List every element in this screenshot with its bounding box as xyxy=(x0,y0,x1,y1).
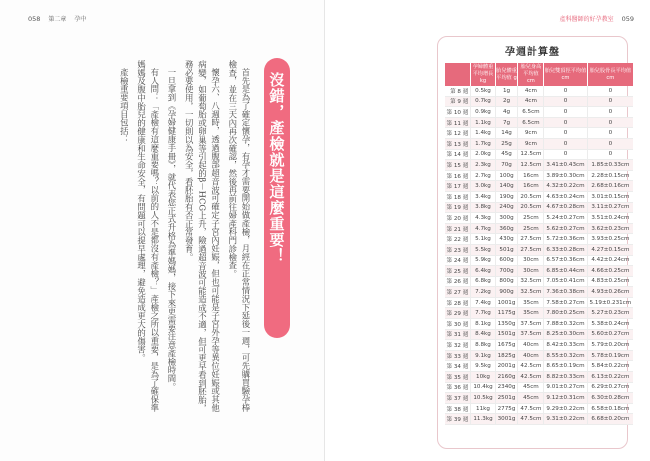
table-row xyxy=(445,382,634,393)
column-header: 孕婦體重平均增長 kg xyxy=(472,64,494,84)
value-cell: 10.5kg xyxy=(471,393,495,404)
paragraph: 懷孕六、八週時，透過腹部超音波可確定子宮內妊娠，但也可能是子宮外孕等異位妊娠或其他病變，如葡萄胎或卵巢等引起的β－HCG上升，險過超音波可能造成不適，但可更早看到胚胎，務必要使用，一切則以為安全，看胚胎有否正常發育。 xyxy=(184,60,221,413)
week-cell: 第 24 週 xyxy=(445,255,471,266)
week-cell: 第 10 週 xyxy=(445,107,471,118)
value-cell: 7.4kg xyxy=(471,297,495,308)
table-row xyxy=(445,96,634,107)
value-cell: 0.9kg xyxy=(471,107,495,118)
value-cell: 0 xyxy=(587,138,633,149)
value-cell: 3.93±0.25cm xyxy=(587,234,633,245)
pregnancy-week-table xyxy=(444,63,633,425)
table-title: 孕週計算盤 xyxy=(505,47,560,58)
value-cell: 0 xyxy=(587,96,633,107)
value-cell: 3.41±0.43cm xyxy=(544,160,587,171)
week-cell: 第 32 週 xyxy=(445,340,471,351)
value-cell: 8.65±0.19cm xyxy=(544,361,587,372)
book-title: 產科醫師的好孕教室 xyxy=(559,16,614,23)
value-cell: 1.7kg xyxy=(471,138,495,149)
value-cell: 3.8kg xyxy=(471,202,495,213)
value-cell: 5.19±0.231cm xyxy=(587,297,633,308)
value-cell: 32.5cm xyxy=(518,287,544,298)
value-cell: 7.36±0.38cm xyxy=(544,287,587,298)
value-cell: 3.01±0.15cm xyxy=(587,191,633,202)
table-row xyxy=(445,202,634,213)
week-cell: 第 9 週 xyxy=(445,96,471,107)
week-cell: 第 22 週 xyxy=(445,234,471,245)
value-cell: 32.5cm xyxy=(518,276,544,287)
value-cell: 0 xyxy=(544,117,587,128)
value-cell: 7.2kg xyxy=(471,287,495,298)
value-cell: 3.0kg xyxy=(471,181,495,192)
value-cell: 3.4kg xyxy=(471,191,495,202)
table-row xyxy=(445,393,634,404)
table-row xyxy=(445,213,634,224)
value-cell: 9.01±0.27cm xyxy=(544,382,587,393)
value-cell: 0 xyxy=(544,86,587,96)
value-cell: 1001g xyxy=(495,297,518,308)
value-cell: 4.3kg xyxy=(471,213,495,224)
right-page xyxy=(325,0,650,461)
table-row xyxy=(445,244,634,255)
week-cell: 第 29 週 xyxy=(445,308,471,319)
value-cell: 4.27±0.15cm xyxy=(587,244,633,255)
table-row xyxy=(445,361,634,372)
value-cell: 800g xyxy=(495,276,518,287)
value-cell: 14g xyxy=(495,128,518,139)
value-cell: 6.4kg xyxy=(471,266,495,277)
week-cell: 第 35 週 xyxy=(445,372,471,383)
week-cell: 第 27 週 xyxy=(445,287,471,298)
value-cell: 4.63±0.24cm xyxy=(544,191,587,202)
table-row xyxy=(445,329,634,340)
table-row xyxy=(445,117,634,128)
table-header-row xyxy=(445,63,634,86)
value-cell: 0 xyxy=(587,128,633,139)
value-cell: 6.58±0.18cm xyxy=(587,403,633,414)
table-row xyxy=(445,276,634,287)
value-cell: 6.33±0.28cm xyxy=(544,244,587,255)
value-cell: 3.89±0.30cm xyxy=(544,170,587,181)
table-row xyxy=(445,350,634,361)
value-cell: 430g xyxy=(495,234,518,245)
table-row xyxy=(445,319,634,330)
table-row xyxy=(445,287,634,298)
table-row xyxy=(445,308,634,319)
table-row xyxy=(445,340,634,351)
value-cell: 0 xyxy=(587,149,633,160)
value-cell: 0.7kg xyxy=(471,96,495,107)
week-cell: 第 23 週 xyxy=(445,244,471,255)
value-cell: 140g xyxy=(495,181,518,192)
table-row xyxy=(445,191,634,202)
value-cell: 4.32±0.22cm xyxy=(544,181,587,192)
value-cell: 0 xyxy=(544,149,587,160)
week-cell: 第 12 週 xyxy=(445,128,471,139)
table-row xyxy=(445,138,634,149)
week-cell: 第 17 週 xyxy=(445,181,471,192)
value-cell: 11.3kg xyxy=(471,414,495,425)
value-cell: 6.5cm xyxy=(518,117,544,128)
value-cell: 0 xyxy=(544,96,587,107)
value-cell: 1501g xyxy=(495,329,518,340)
value-cell: 5.5kg xyxy=(471,244,495,255)
value-cell: 2501g xyxy=(495,393,518,404)
value-cell: 7.7kg xyxy=(471,308,495,319)
column-header xyxy=(445,63,471,86)
value-cell: 47.5cm xyxy=(518,414,544,425)
value-cell: 5.72±0.36cm xyxy=(544,234,587,245)
value-cell: 7.05±0.41cm xyxy=(544,276,587,287)
value-cell: 1825g xyxy=(495,350,518,361)
value-cell: 900g xyxy=(495,287,518,298)
table-row xyxy=(445,297,634,308)
value-cell: 27.5cm xyxy=(518,234,544,245)
value-cell: 0 xyxy=(544,138,587,149)
value-cell: 10.4kg xyxy=(471,382,495,393)
table-row xyxy=(445,234,634,245)
value-cell: 40cm xyxy=(518,340,544,351)
value-cell: 6.68±0.20cm xyxy=(587,414,633,425)
value-cell: 8.55±0.32cm xyxy=(544,350,587,361)
week-cell: 第 8 週 xyxy=(445,86,471,96)
pregnancy-week-card xyxy=(437,36,632,449)
value-cell: 300g xyxy=(495,213,518,224)
value-cell: 5.1kg xyxy=(471,234,495,245)
value-cell: 600g xyxy=(495,255,518,266)
body-text xyxy=(28,60,252,420)
value-cell: 9.1kg xyxy=(471,350,495,361)
value-cell: 8.8kg xyxy=(471,340,495,351)
week-cell: 第 26 週 xyxy=(445,276,471,287)
week-cell: 第 33 週 xyxy=(445,350,471,361)
value-cell: 5.24±0.27cm xyxy=(544,213,587,224)
week-cell: 第 30 週 xyxy=(445,319,471,330)
value-cell: 8.82±0.33cm xyxy=(544,372,587,383)
value-cell: 5.9kg xyxy=(471,255,495,266)
week-cell: 第 19 週 xyxy=(445,202,471,213)
table-row xyxy=(445,107,634,118)
value-cell: 501g xyxy=(495,244,518,255)
value-cell: 16cm xyxy=(518,181,544,192)
value-cell: 4.67±0.28cm xyxy=(544,202,587,213)
table-body xyxy=(445,86,634,425)
table-row xyxy=(445,403,634,414)
value-cell: 5.27±0.23cm xyxy=(587,308,633,319)
value-cell: 25cm xyxy=(518,223,544,234)
value-cell: 4cm xyxy=(518,96,544,107)
value-cell: 8.42±0.33cm xyxy=(544,340,587,351)
value-cell: 4.7kg xyxy=(471,223,495,234)
paragraph: 首先是為了確定懷孕，有孕才需要開始做產檢，月經在正常情況下延後一週，可先購買驗孕棒檢查，並在三天內再次確認，然後再前往婦產科門診檢查。 xyxy=(227,60,251,413)
value-cell: 2.28±0.15cm xyxy=(587,170,633,181)
table-row xyxy=(445,372,634,383)
table-row xyxy=(445,181,634,192)
value-cell: 0 xyxy=(587,107,633,118)
value-cell: 0 xyxy=(544,107,587,118)
value-cell: 360g xyxy=(495,223,518,234)
week-cell: 第 21 週 xyxy=(445,223,471,234)
value-cell: 5.79±0.20cm xyxy=(587,340,633,351)
value-cell: 5.60±0.27cm xyxy=(587,329,633,340)
week-cell: 第 28 週 xyxy=(445,297,471,308)
value-cell: 20.5cm xyxy=(518,191,544,202)
value-cell: 37.5cm xyxy=(518,329,544,340)
value-cell: 1675g xyxy=(495,340,518,351)
value-cell: 30cm xyxy=(518,255,544,266)
week-cell: 第 34 週 xyxy=(445,361,471,372)
value-cell: 0.5kg xyxy=(471,86,495,96)
value-cell: 0 xyxy=(587,86,633,96)
value-cell: 1.1kg xyxy=(471,117,495,128)
value-cell: 4.83±0.25cm xyxy=(587,276,633,287)
value-cell: 6.13±0.22cm xyxy=(587,372,633,383)
value-cell: 4.42±0.24cm xyxy=(587,255,633,266)
value-cell: 42.5cm xyxy=(518,361,544,372)
value-cell: 2160g xyxy=(495,372,518,383)
week-cell: 第 15 週 xyxy=(445,160,471,171)
table-row xyxy=(445,160,634,171)
value-cell: 1350g xyxy=(495,319,518,330)
table-row xyxy=(445,86,634,96)
table-row xyxy=(445,170,634,181)
value-cell: 6.8kg xyxy=(471,276,495,287)
value-cell: 9cm xyxy=(518,128,544,139)
column-header: 胎兒體重平均值 g xyxy=(495,63,518,86)
value-cell: 7g xyxy=(495,117,518,128)
value-cell: 2001g xyxy=(495,361,518,372)
value-cell: 2775g xyxy=(495,403,518,414)
column-header: 胎兒股骨長平均值 cm xyxy=(587,63,633,86)
value-cell: 1.85±0.33cm xyxy=(587,160,633,171)
value-cell: 9cm xyxy=(518,138,544,149)
value-cell: 37.5cm xyxy=(518,319,544,330)
value-cell: 45cm xyxy=(518,393,544,404)
week-cell: 第 38 週 xyxy=(445,403,471,414)
week-cell: 第 14 週 xyxy=(445,149,471,160)
value-cell: 27.5cm xyxy=(518,244,544,255)
value-cell: 6.29±0.27cm xyxy=(587,382,633,393)
headline: 沒錯，產檢就是這麼重要！ xyxy=(267,72,286,264)
value-cell: 45cm xyxy=(518,382,544,393)
value-cell: 1.4kg xyxy=(471,128,495,139)
value-cell: 2340g xyxy=(495,382,518,393)
value-cell: 8.25±0.30cm xyxy=(544,329,587,340)
value-cell: 6.5cm xyxy=(518,107,544,118)
value-cell: 9.12±0.31cm xyxy=(544,393,587,404)
value-cell: 700g xyxy=(495,266,518,277)
column-header: 胎兒雙頂徑平均值 cm xyxy=(544,63,587,86)
value-cell: 42.5cm xyxy=(518,372,544,383)
value-cell: 12.5cm xyxy=(518,149,544,160)
week-cell: 第 13 週 xyxy=(445,138,471,149)
column-header: 胎兒身高平均值 cm xyxy=(518,63,544,86)
value-cell: 4cm xyxy=(518,86,544,96)
value-cell: 20.5cm xyxy=(518,202,544,213)
value-cell: 10kg xyxy=(471,372,495,383)
value-cell: 7.88±0.32cm xyxy=(544,319,587,330)
value-cell: 4.93±0.26cm xyxy=(587,287,633,298)
week-cell: 第 16 週 xyxy=(445,170,471,181)
table-row xyxy=(445,128,634,139)
value-cell: 7.80±0.25cm xyxy=(544,308,587,319)
value-cell: 35cm xyxy=(518,297,544,308)
value-cell: 12.5cm xyxy=(518,160,544,171)
paragraph: 一旦拿到《孕婦健康手冊》，就代表您正式升格為準媽媽，接下來更需要注意產檢時間。 xyxy=(166,68,177,392)
table-row xyxy=(445,414,634,425)
value-cell: 8.4kg xyxy=(471,329,495,340)
week-cell: 第 25 週 xyxy=(445,266,471,277)
value-cell: 70g xyxy=(495,160,518,171)
value-cell: 30cm xyxy=(518,266,544,277)
value-cell: 5.62±0.27cm xyxy=(544,223,587,234)
value-cell: 45g xyxy=(495,149,518,160)
value-cell: 2.7kg xyxy=(471,170,495,181)
value-cell: 47.5cm xyxy=(518,403,544,414)
value-cell: 9.29±0.22cm xyxy=(544,403,587,414)
value-cell: 4.66±0.25cm xyxy=(587,266,633,277)
value-cell: 6.85±0.44cm xyxy=(544,266,587,277)
value-cell: 2g xyxy=(495,96,518,107)
paragraph: 有人問：「產檢有這麼重要嗎？以前的人不是都沒有產檢？」產檢之所以重要，是為了確保準媽媽及腹中胎兒的健康和生命安全，有問題可以提早處理，避免造成更大的傷害。 xyxy=(136,60,160,413)
value-cell: 240g xyxy=(495,202,518,213)
week-cell: 第 39 週 xyxy=(445,414,471,425)
week-cell: 第 31 週 xyxy=(445,329,471,340)
value-cell: 0 xyxy=(587,117,633,128)
value-cell: 2.3kg xyxy=(471,160,495,171)
value-cell: 3.62±0.23cm xyxy=(587,223,633,234)
value-cell: 6.57±0.36cm xyxy=(544,255,587,266)
right-running-header xyxy=(554,14,634,23)
value-cell: 2.0kg xyxy=(471,149,495,160)
value-cell: 7.58±0.27cm xyxy=(544,297,587,308)
table-row xyxy=(445,149,634,160)
value-cell: 4g xyxy=(495,107,518,118)
value-cell: 5.84±0.22cm xyxy=(587,361,633,372)
value-cell: 25g xyxy=(495,138,518,149)
value-cell: 2.68±0.16cm xyxy=(587,181,633,192)
value-cell: 11kg xyxy=(471,403,495,414)
value-cell: 5.38±0.24cm xyxy=(587,319,633,330)
value-cell: 100g xyxy=(495,170,518,181)
table-row xyxy=(445,223,634,234)
table-row xyxy=(445,255,634,266)
value-cell: 0 xyxy=(544,128,587,139)
left-running-header xyxy=(28,14,92,23)
value-cell: 9.31±0.22cm xyxy=(544,414,587,425)
right-page-number: 059 xyxy=(621,15,634,23)
value-cell: 5.78±0.19cm xyxy=(587,350,633,361)
value-cell: 190g xyxy=(495,191,518,202)
value-cell: 6.30±0.28cm xyxy=(587,393,633,404)
value-cell: 1175g xyxy=(495,308,518,319)
value-cell: 9.5kg xyxy=(471,361,495,372)
value-cell: 35cm xyxy=(518,308,544,319)
value-cell: 1g xyxy=(495,86,518,96)
value-cell: 3.51±0.24cm xyxy=(587,213,633,224)
week-cell: 第 18 週 xyxy=(445,191,471,202)
value-cell: 3001g xyxy=(495,414,518,425)
left-page-number: 058 xyxy=(28,15,41,23)
section-label: 孕中 xyxy=(74,16,87,23)
chapter-label: 第二章 xyxy=(48,16,67,23)
week-cell: 第 11 週 xyxy=(445,117,471,128)
week-cell: 第 36 週 xyxy=(445,382,471,393)
value-cell: 25cm xyxy=(518,213,544,224)
value-cell: 3.11±0.27cm xyxy=(587,202,633,213)
paragraph: 產檢重要項目包括： xyxy=(119,68,130,144)
week-cell: 第 20 週 xyxy=(445,213,471,224)
table-row xyxy=(445,266,634,277)
week-cell: 第 37 週 xyxy=(445,393,471,404)
value-cell: 40cm xyxy=(518,350,544,361)
value-cell: 8.1kg xyxy=(471,319,495,330)
value-cell: 16cm xyxy=(518,170,544,181)
